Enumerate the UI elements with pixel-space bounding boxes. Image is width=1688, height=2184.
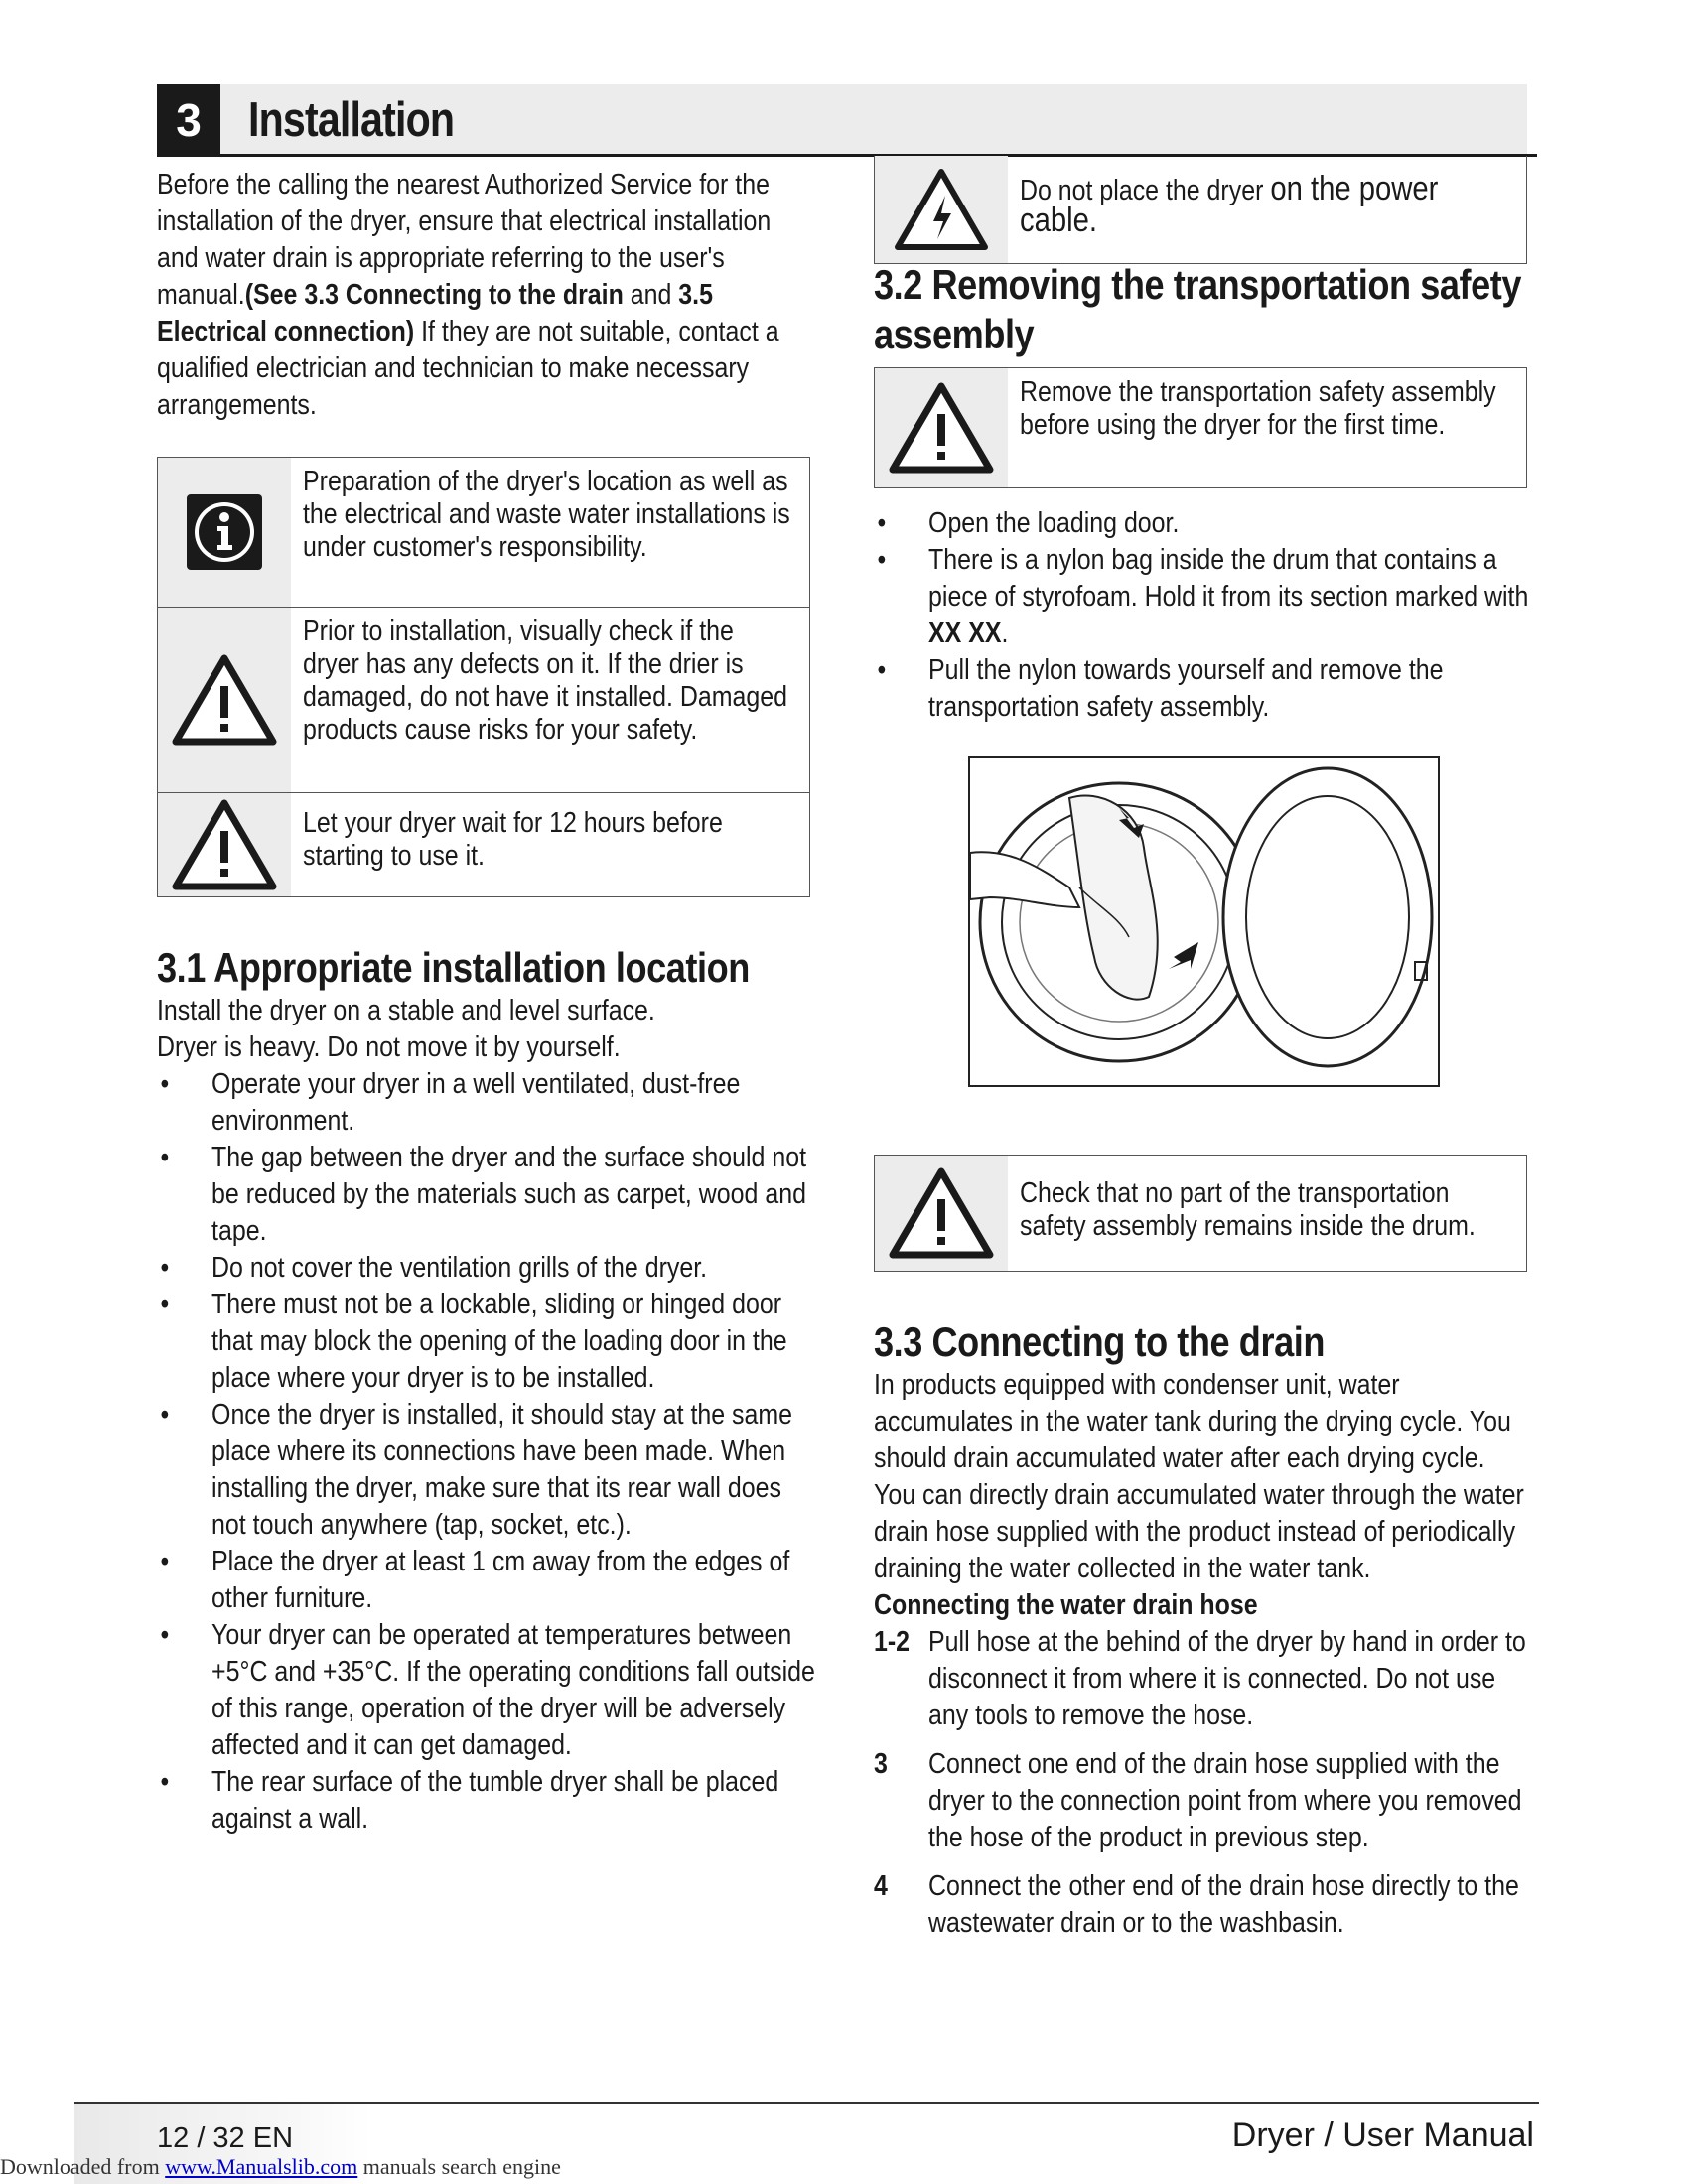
warning-icon	[158, 793, 291, 896]
footer-divider	[74, 2102, 1539, 2104]
intro-paragraph	[157, 167, 820, 424]
note-row	[158, 607, 809, 792]
list-item: • Open the loading door.	[874, 505, 1535, 542]
paragraph: In products equipped with condenser unit, water accumulates in the water tank during the drying cycle. You should drain accumulated water after each drying cycle.	[874, 1369, 1511, 1474]
manualslib-link[interactable]: www.Manualslib.com	[165, 2154, 358, 2179]
intro-ref-electrical: 3.5 Electrical connection)	[157, 279, 713, 347]
section-3-1	[157, 943, 820, 1838]
step-item	[874, 1624, 1535, 1734]
paragraph: You can directly drain accumulated water through the water drain hose supplied with the product instead of periodically draining the water collected in the water tank.	[874, 1479, 1524, 1584]
download-suffix: manuals search engine	[357, 2154, 561, 2179]
download-prefix: Downloaded from	[0, 2154, 166, 2179]
page-number: 12 / 32 EN	[157, 2122, 294, 2154]
list-item: • Operate your dryer in a well ventilated, dust-free environment.	[157, 1066, 818, 1140]
step-number: 4	[874, 1870, 888, 1902]
note-text: Check that no part of the transportation safety assembly remains inside the drum.	[1020, 1177, 1476, 1242]
bullet-list	[874, 505, 1535, 726]
step-item	[874, 1746, 1535, 1856]
step-number: 3	[874, 1748, 888, 1780]
list-item-text: There is a nylon bag inside the drum that contains a piece of styrofoam. Hold it from its section marked with	[928, 544, 1529, 613]
info-icon	[158, 458, 291, 607]
note-row	[875, 1156, 1526, 1271]
note-row	[875, 368, 1526, 487]
section-heading: 3.1 Appropriate installation location	[157, 944, 750, 991]
warning-icon	[158, 608, 291, 792]
note-text: Let your dryer wait for 12 hours before starting to use it.	[303, 807, 723, 872]
download-note	[0, 2154, 561, 2180]
section-line: Dryer is heavy. Do not move it by yourself.	[157, 1031, 621, 1063]
list-item: • Place the dryer at least 1 cm away from the edges of other furniture.	[157, 1544, 818, 1617]
note-text: Preparation of the dryer's location as well as the electrical and waste water installations is under customer's responsibility.	[303, 466, 790, 563]
check-note-box	[874, 1155, 1527, 1272]
transport-note-box	[874, 367, 1527, 488]
list-item: • Your dryer can be operated at temperatures between +5°C and +35°C. If the operating conditions fall outside of this range, operation of the dryer will be adversely affected and it can get damaged.	[157, 1617, 818, 1764]
intro-and: and	[623, 279, 679, 311]
intro-ref-drain: (See 3.3 Connecting to the drain	[244, 279, 624, 311]
intro-text-end: If they are not suitable, contact a qualified electrician and technician to make necessary arrangements.	[157, 316, 779, 421]
step-text: Connect one end of the drain hose supplied with the dryer to the connection point from where you removed the hose of the product in previous step.	[928, 1748, 1522, 1853]
step-number: 1-2	[874, 1626, 911, 1658]
section-line: Install the dryer on a stable and level surface.	[157, 995, 655, 1026]
list-item	[874, 542, 1535, 652]
section-heading: 3.3 Connecting to the drain	[874, 1318, 1325, 1365]
list-item: • The rear surface of the tumble dryer shall be placed against a wall.	[157, 1764, 818, 1838]
chapter-title: Installation	[248, 93, 455, 147]
note-text: Prior to installation, visually check if the dryer has any defects on it. If the drier is damaged, do not have it installed. Damaged products cause risks for your safety.	[303, 615, 788, 746]
section-heading: 3.2 Removing the transportation safety assembly	[874, 261, 1522, 357]
step-list	[874, 1624, 1535, 1942]
step-item	[874, 1868, 1535, 1942]
electric-hazard-icon	[875, 156, 1008, 263]
note-text-large: on the power cable.	[1020, 170, 1439, 239]
warning-icon	[875, 1156, 1008, 1271]
note-text: Remove the transportation safety assembly before using the dryer for the first time.	[1020, 376, 1496, 441]
step-text: Connect the other end of the drain hose directly to the wastewater drain or to the washbasin.	[928, 1870, 1519, 1939]
list-item: • There must not be a lockable, sliding or hinged door that may block the opening of the loading door in the place where your dryer is to be installed.	[157, 1287, 818, 1397]
section-3-3	[874, 1317, 1537, 1954]
list-item-text: .	[1001, 617, 1009, 649]
left-notes-box	[157, 457, 810, 897]
note-row	[875, 156, 1526, 263]
list-item: • Do not cover the ventilation grills of the dryer.	[157, 1250, 818, 1287]
chapter-number: 3	[157, 84, 220, 156]
section-3-2	[874, 260, 1537, 359]
list-item: • Once the dryer is installed, it should stay at the same place where its connections have been made. When installing the dryer, make sure that its rear wall does not touch anywhere (tap, socket, etc.).	[157, 1397, 818, 1544]
dryer-drum-illustration	[968, 756, 1440, 1087]
note-text: Do not place the dryer	[1020, 175, 1271, 206]
marking-label: XX XX	[928, 617, 1002, 649]
note-row	[158, 458, 809, 607]
intro-text: Before the calling the nearest Authorized Service for the installation of the dryer, ensure that electrical installation and water drain is appropriate referring to the user's manual.	[157, 169, 772, 311]
document-name: Dryer / User Manual	[1231, 2116, 1534, 2154]
power-note-box	[874, 156, 1527, 264]
bullet-list	[157, 1066, 818, 1838]
list-item: • Pull the nylon towards yourself and remove the transportation safety assembly.	[874, 652, 1535, 726]
step-text: Pull hose at the behind of the dryer by hand in order to disconnect it from where it is connected. Do not use any tools to remove the hose.	[928, 1626, 1526, 1731]
list-item: • The gap between the dryer and the surface should not be reduced by the materials such as carpet, wood and tape.	[157, 1140, 818, 1250]
transport-steps	[874, 505, 1537, 726]
subheading: Connecting the water drain hose	[874, 1589, 1258, 1621]
warning-icon	[875, 368, 1008, 487]
note-row	[158, 792, 809, 896]
